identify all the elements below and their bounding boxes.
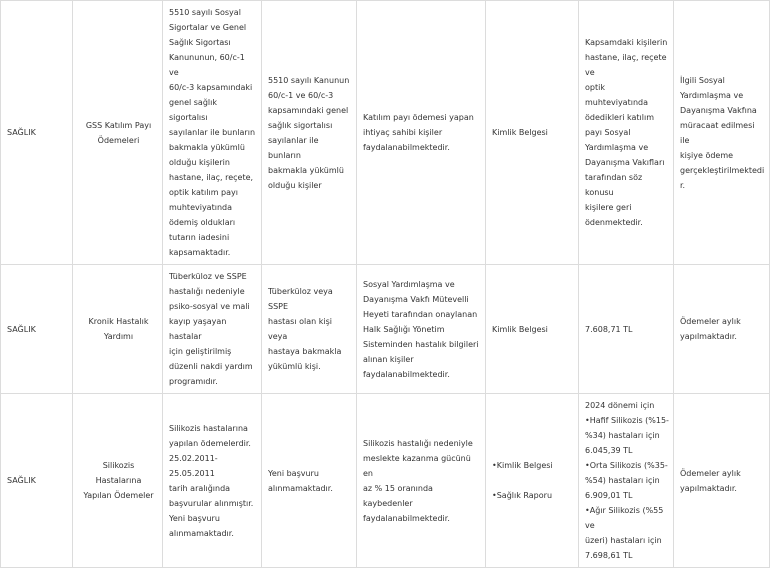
amount-cell: 7.608,71 TL: [579, 265, 674, 394]
documents-cell: Kimlik Belgesi: [486, 265, 579, 394]
description-cell: Tüberküloz ve SSPE hastalığı nedeniyle psiko-sosyal ve mali kayıp yaşayan hastalar için geliştirilmiş düzenli nakdi yardım programıdır.: [163, 265, 262, 394]
table-row: [1, 1, 770, 265]
service-name-cell: GSS Katılım Payı Ödemeleri: [73, 1, 163, 265]
conditions-cell: Silikozis hastalığı nedeniyle meslekte kazanma gücünü en az % 15 oranında kaybedenler faydalanabilmektedir.: [357, 394, 486, 568]
document-item: •Sağlık Raporu: [492, 491, 553, 500]
category-cell: SAĞLIK: [1, 394, 73, 568]
target-group-cell: Tüberküloz veya SSPE hastası olan kişi veya hastaya bakmakla yükümlü kişi.: [262, 265, 357, 394]
conditions-cell: Sosyal Yardımlaşma ve Dayanışma Vakfı Mütevelli Heyeti tarafından onaylanan Halk Sağlığı Yönetim Sisteminden hastalık bilgileri alınan kişiler faydalanabilmektedir.: [357, 265, 486, 394]
spacer: [492, 473, 574, 488]
conditions-cell: Katılım payı ödemesi yapan ihtiyaç sahibi kişiler faydalanabilmektedir.: [357, 1, 486, 265]
documents-cell: Kimlik Belgesi: [486, 1, 579, 265]
documents-cell: [486, 394, 579, 568]
description-cell: 5510 sayılı Sosyal Sigortalar ve Genel Sağlık Sigortası Kanununun, 60/c-1 ve 60/c-3 kapsamındaki genel sağlık sigortalısı sayılanlar ile bunların bakmakla yükümlü olduğu kişilerin hastane, ilaç, reçete, optik katılım payı muhteviyatında ödemiş oldukları tutarın iadesini kapsamaktadır.: [163, 1, 262, 265]
description-cell: Silikozis hastalarına yapılan ödemelerdir. 25.02.2011-25.05.2011 tarih aralığında başvurular alınmıştır. Yeni başvuru alınmamaktadır.: [163, 394, 262, 568]
category-cell: SAĞLIK: [1, 1, 73, 265]
target-group-cell: 5510 sayılı Kanunun 60/c-1 ve 60/c-3 kapsamındaki genel sağlık sigortalısı sayılanlar ile bunların bakmakla yükümlü olduğu kişiler: [262, 1, 357, 265]
payment-info-cell: İlgili Sosyal Yardımlaşma ve Dayanışma Vakfına müracaat edilmesi ile kişiye ödeme gerçekleştirilmektedir.: [674, 1, 770, 265]
service-name-cell: Silikozis Hastalarına Yapılan Ödemeler: [73, 394, 163, 568]
service-name-cell: Kronik Hastalık Yardımı: [73, 265, 163, 394]
document-item: •Kimlik Belgesi: [492, 461, 553, 470]
amount-cell: Kapsamdaki kişilerin hastane, ilaç, reçete ve optik muhteviyatında ödedikleri katılım payı Sosyal Yardımlaşma ve Dayanışma Vakıfları tarafından söz konusu kişilere geri ödenmektedir.: [579, 1, 674, 265]
table-row: [1, 265, 770, 394]
table-row: [1, 394, 770, 568]
payment-info-cell: Ödemeler aylık yapılmaktadır.: [674, 394, 770, 568]
category-cell: SAĞLIK: [1, 265, 73, 394]
target-group-cell: Yeni başvuru alınmamaktadır.: [262, 394, 357, 568]
amount-cell: 2024 dönemi için •Hafif Silikozis (%15- %34) hastaları için 6.045,39 TL •Orta Silikozis (%35- %54) hastaları için 6.909,01 TL •Ağır Silikozis (%55 ve üzeri) hastaları için 7.698,61 TL: [579, 394, 674, 568]
payment-info-cell: Ödemeler aylık yapılmaktadır.: [674, 265, 770, 394]
